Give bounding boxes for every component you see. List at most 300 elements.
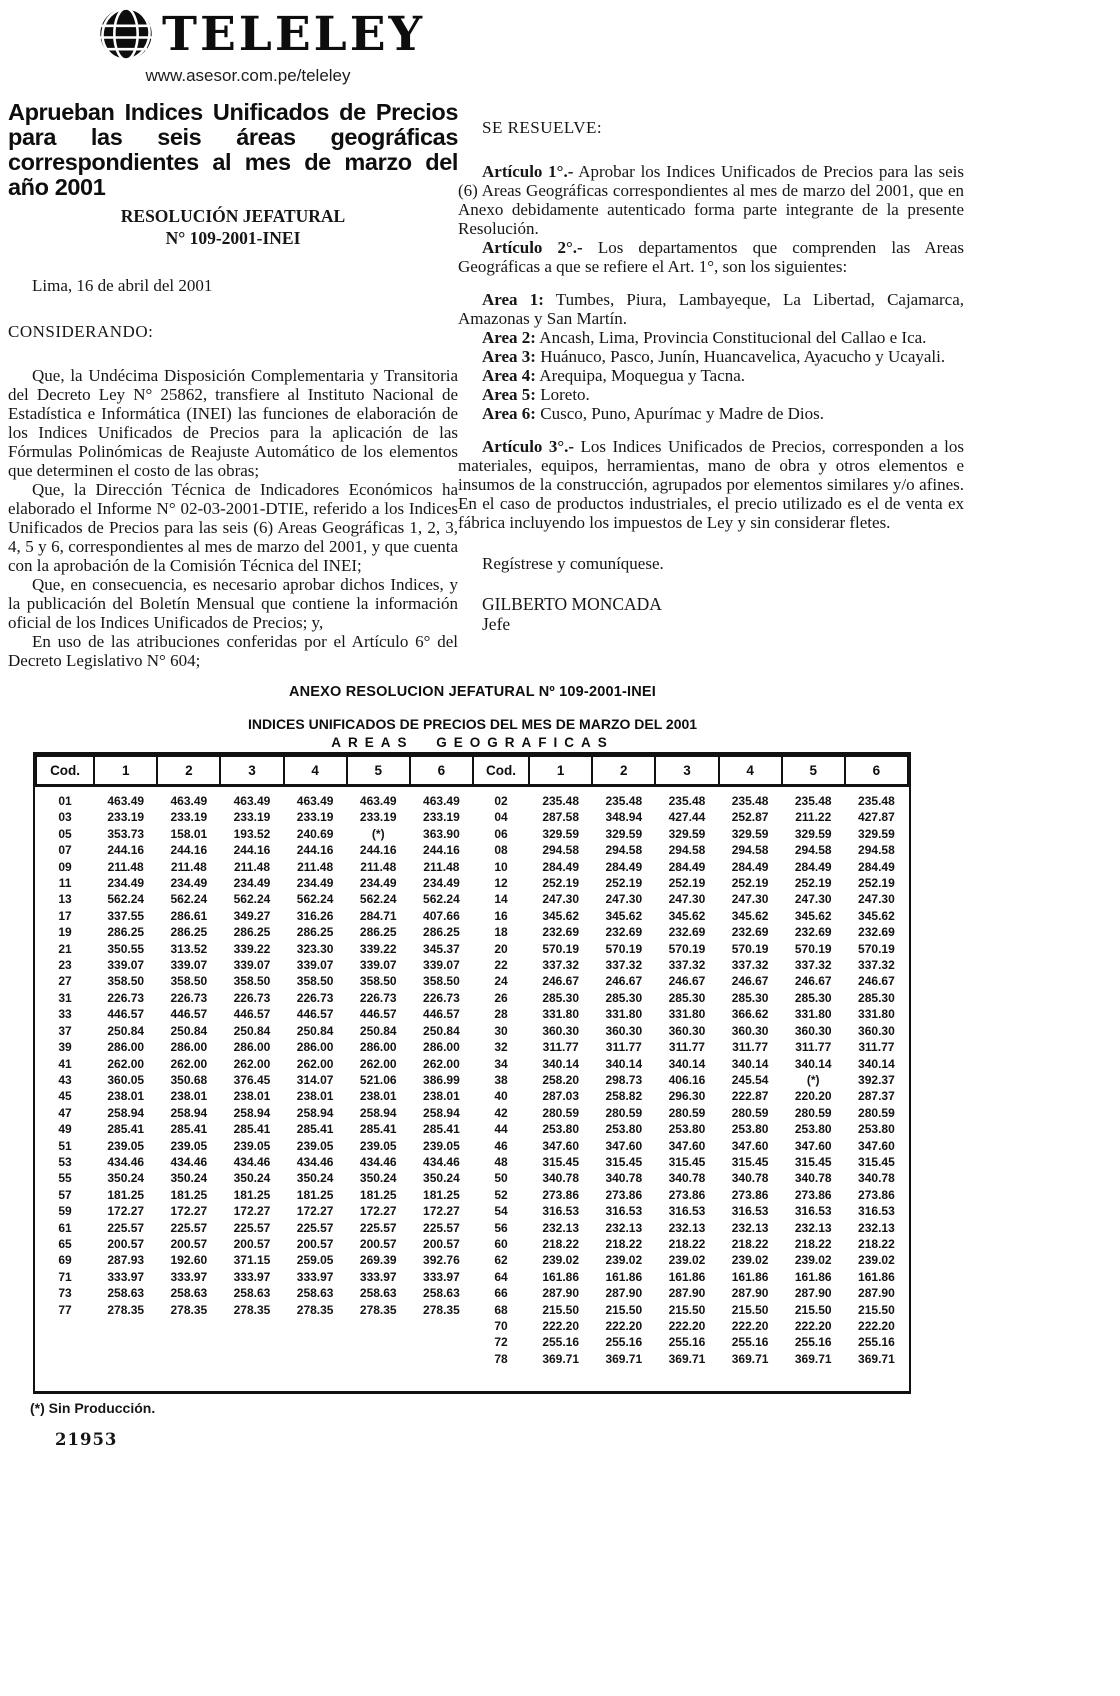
value-cell: 316.26 [296, 908, 334, 923]
considerando-paragraph: En uso de las atribuciones conferidas por el Artículo 6° del Decreto Legislativo N° 604; [8, 631, 458, 670]
value-cell: 392.37 [858, 1072, 895, 1087]
value-cell: 345.62 [605, 908, 643, 923]
value-cell: 358.50 [423, 974, 460, 989]
code-cell: 46 [494, 1138, 508, 1153]
value-cell: 273.86 [668, 1187, 706, 1202]
value-cell: 285.41 [107, 1122, 145, 1137]
area-item-1 [458, 290, 964, 328]
value-cell: 240.69 [296, 826, 334, 841]
table-row [36, 1187, 908, 1203]
value-cell: 225.57 [423, 1220, 460, 1235]
value-cell: 340.78 [542, 1171, 580, 1186]
column-header: 6 [410, 756, 473, 786]
code-cell: 20 [494, 941, 508, 956]
value-cell: 345.62 [542, 908, 580, 923]
table-row [36, 1236, 908, 1252]
table-row [36, 924, 908, 940]
value-cell: 350.68 [170, 1072, 208, 1087]
value-cell: 446.57 [359, 1007, 397, 1022]
code-cell: 37 [58, 1023, 72, 1038]
code-cell: 10 [494, 859, 508, 874]
value-cell: 239.05 [423, 1138, 460, 1153]
table-header-row [36, 756, 908, 786]
table-row [36, 1072, 908, 1088]
value-cell: 232.13 [858, 1220, 895, 1235]
value-cell: 181.25 [296, 1187, 334, 1202]
value-cell: 253.80 [605, 1122, 643, 1137]
value-cell: 258.94 [423, 1105, 460, 1120]
value-cell: 287.90 [858, 1286, 895, 1301]
value-cell: 434.46 [233, 1154, 271, 1169]
value-cell: 340.78 [605, 1171, 643, 1186]
value-cell: 280.59 [605, 1105, 643, 1120]
code-cell: 55 [58, 1171, 72, 1186]
value-cell: 239.05 [359, 1138, 397, 1153]
value-cell: 340.78 [668, 1171, 706, 1186]
value-cell: 233.19 [359, 810, 397, 825]
value-cell: 247.30 [542, 892, 580, 907]
value-cell: 252.19 [668, 876, 706, 891]
value-cell: 329.59 [731, 826, 769, 841]
annex-title: ANEXO RESOLUCION JEFATURAL Nº 109-2001-INEI [288, 684, 657, 700]
value-cell: 235.48 [605, 794, 643, 808]
table-row [36, 1088, 908, 1104]
value-cell: 287.90 [542, 1286, 580, 1301]
value-cell: 181.25 [423, 1187, 460, 1202]
value-cell: 238.01 [107, 1089, 145, 1104]
footnote: (*) Sin Producción. [30, 1400, 156, 1416]
value-cell: 158.01 [170, 826, 208, 841]
value-cell: 222.20 [731, 1319, 769, 1333]
value-cell: 339.07 [170, 958, 208, 973]
value-cell: 313.52 [170, 941, 208, 956]
page-number: 21953 [55, 1430, 118, 1449]
value-cell: 278.35 [296, 1302, 334, 1317]
value-cell: 350.24 [423, 1171, 460, 1186]
value-cell: 446.57 [170, 1007, 208, 1022]
value-cell: 286.00 [170, 1040, 208, 1055]
code-cell [36, 1318, 94, 1334]
value-cell: 225.57 [233, 1220, 271, 1235]
value-cell: 339.07 [359, 958, 397, 973]
table-row [36, 1105, 908, 1121]
value-cell: 284.49 [794, 859, 832, 874]
table-row [36, 1252, 908, 1268]
value-cell: 239.02 [731, 1253, 769, 1268]
value-cell: 286.25 [233, 925, 271, 940]
value-cell: 347.60 [542, 1138, 580, 1153]
value-cell: 570.19 [794, 941, 832, 956]
code-cell: 69 [58, 1253, 72, 1268]
value-cell: 285.41 [296, 1122, 334, 1137]
value-cell: 570.19 [605, 941, 643, 956]
value-cell: 314.07 [296, 1072, 334, 1087]
value-cell: 434.46 [423, 1154, 460, 1169]
value-cell: 562.24 [233, 892, 271, 907]
value-cell: 181.25 [359, 1187, 397, 1202]
signature-block [458, 594, 964, 634]
value-cell: 360.30 [794, 1023, 832, 1038]
value-cell: 172.27 [296, 1204, 334, 1219]
code-cell: 42 [494, 1105, 508, 1120]
value-cell: 463.49 [107, 794, 145, 808]
value-cell: 348.94 [605, 810, 643, 825]
value-cell: 392.76 [423, 1253, 460, 1268]
value-cell: 287.03 [542, 1089, 580, 1104]
table-row [36, 1351, 908, 1367]
value-cell: 376.45 [233, 1072, 271, 1087]
value-cell: 222.20 [605, 1319, 643, 1333]
value-cell [284, 1318, 347, 1334]
value-cell: 337.55 [107, 908, 145, 923]
code-cell: 26 [494, 990, 508, 1005]
value-cell: 369.71 [668, 1351, 706, 1366]
code-cell: 33 [58, 1007, 72, 1022]
value-cell: 211.48 [233, 859, 270, 874]
closing-line: Regístrese y comuníquese. [482, 554, 664, 573]
value-cell: 340.14 [668, 1056, 706, 1071]
value-cell: 258.63 [107, 1286, 145, 1301]
value-cell: 339.07 [233, 958, 271, 973]
value-cell: 340.14 [794, 1056, 832, 1071]
se-resuelve-label: SE RESUELVE: [482, 118, 603, 137]
value-cell [284, 1351, 347, 1367]
value-cell: 211.48 [170, 859, 207, 874]
value-cell: 247.30 [731, 892, 769, 907]
value-cell: 369.71 [858, 1351, 895, 1366]
code-cell: 51 [58, 1138, 72, 1153]
value-cell: 358.50 [170, 974, 208, 989]
area-1-label: Area 1: [482, 290, 544, 309]
value-cell: 340.14 [731, 1056, 769, 1071]
value-cell: 238.01 [170, 1089, 208, 1104]
area-item-6 [458, 404, 964, 423]
value-cell: 284.49 [858, 859, 895, 874]
table-row [36, 1203, 908, 1219]
value-cell: 286.00 [107, 1040, 145, 1055]
value-cell: 294.58 [668, 843, 706, 858]
value-cell: 333.97 [107, 1269, 145, 1284]
code-cell: 39 [58, 1040, 72, 1055]
value-cell [410, 1318, 473, 1334]
value-cell: 225.57 [359, 1220, 397, 1235]
value-cell: 340.14 [858, 1056, 895, 1071]
area-4-text: Arequipa, Moquegua y Tacna. [539, 366, 746, 385]
code-cell: 34 [494, 1056, 508, 1071]
column-header: 4 [284, 756, 347, 786]
value-cell: 253.80 [858, 1122, 895, 1137]
value-cell: 286.61 [170, 908, 208, 923]
value-cell: 360.05 [107, 1072, 145, 1087]
article-1 [458, 162, 964, 238]
value-cell: 294.58 [858, 843, 895, 858]
code-cell: 56 [494, 1220, 508, 1235]
value-cell: 345.62 [668, 908, 706, 923]
table-row [36, 1121, 908, 1137]
area-5-text: Loreto. [540, 385, 590, 404]
value-cell: 345.62 [858, 908, 895, 923]
value-cell: 339.07 [296, 958, 334, 973]
value-cell: 296.30 [668, 1089, 706, 1104]
code-cell: 43 [58, 1072, 72, 1087]
value-cell: 278.35 [423, 1302, 460, 1317]
code-cell: 09 [58, 859, 72, 874]
value-cell [410, 1351, 473, 1367]
code-cell: 04 [494, 810, 508, 825]
value-cell: 235.48 [731, 794, 769, 808]
value-cell: 234.49 [233, 876, 271, 891]
value-cell: 192.60 [170, 1253, 208, 1268]
table-row [36, 1302, 908, 1318]
value-cell: 333.97 [423, 1269, 460, 1284]
value-cell: 339.22 [233, 941, 271, 956]
value-cell: 315.45 [858, 1154, 895, 1169]
value-cell: 200.57 [423, 1236, 460, 1251]
value-cell: 246.67 [731, 974, 769, 989]
value-cell: 333.97 [359, 1269, 397, 1284]
value-cell: 238.01 [296, 1089, 334, 1104]
value-cell: 253.80 [731, 1122, 769, 1137]
value-cell: 311.77 [732, 1040, 769, 1055]
value-cell: 244.16 [233, 843, 271, 858]
value-cell: 218.22 [794, 1236, 832, 1251]
value-cell: 284.49 [668, 859, 706, 874]
code-cell: 18 [494, 925, 508, 940]
column-header: Cod. [473, 756, 529, 786]
area-6-label: Area 6: [482, 404, 536, 423]
table-row [36, 875, 908, 891]
annex-subtitle: INDICES UNIFICADOS DE PRECIOS DEL MES DE MARZO DEL 2001 [247, 716, 698, 732]
code-cell: 31 [58, 990, 72, 1005]
value-cell: 245.54 [731, 1072, 769, 1087]
table-row [36, 957, 908, 973]
value-cell: 311.77 [605, 1040, 642, 1055]
value-cell: 286.25 [359, 925, 397, 940]
value-cell: 286.00 [233, 1040, 271, 1055]
value-cell: 316.53 [858, 1204, 895, 1219]
value-cell: 339.07 [107, 958, 145, 973]
left-column [8, 206, 458, 670]
value-cell: 284.71 [359, 908, 397, 923]
code-cell: 48 [494, 1154, 508, 1169]
value-cell [220, 1334, 283, 1350]
value-cell: 239.02 [542, 1253, 580, 1268]
value-cell: (*) [371, 826, 385, 841]
value-cell: 258.94 [359, 1105, 397, 1120]
value-cell: 434.46 [359, 1154, 397, 1169]
value-cell: 222.20 [794, 1319, 832, 1333]
value-cell: 258.94 [233, 1105, 271, 1120]
value-cell: 255.16 [794, 1335, 832, 1350]
value-cell: 331.80 [668, 1007, 706, 1022]
area-3-text: Huánuco, Pasco, Junín, Huancavelica, Ayacucho y Ucayali. [540, 347, 946, 366]
value-cell: 562.24 [296, 892, 334, 907]
code-cell: 11 [58, 876, 72, 891]
value-cell: 358.50 [359, 974, 397, 989]
value-cell: 252.19 [858, 876, 895, 891]
table-row [36, 826, 908, 842]
value-cell: 234.49 [170, 876, 208, 891]
value-cell: 434.46 [170, 1154, 208, 1169]
value-cell: 258.63 [170, 1286, 208, 1301]
value-cell: 315.45 [542, 1154, 580, 1169]
value-cell [157, 1351, 220, 1367]
value-cell: 239.05 [296, 1138, 334, 1153]
value-cell: 446.57 [423, 1007, 460, 1022]
value-cell: 562.24 [170, 892, 208, 907]
value-cell: 181.25 [107, 1187, 145, 1202]
value-cell: 250.84 [170, 1023, 208, 1038]
code-cell: 12 [494, 876, 508, 891]
value-cell: 311.77 [542, 1040, 579, 1055]
value-cell: 262.00 [423, 1056, 460, 1071]
value-cell: 280.59 [668, 1105, 706, 1120]
value-cell: 287.58 [542, 810, 580, 825]
value-cell: 273.86 [858, 1187, 895, 1202]
value-cell: 521.06 [359, 1072, 397, 1087]
value-cell: 562.24 [359, 892, 397, 907]
value-cell: 200.57 [107, 1236, 145, 1251]
table-row [36, 1285, 908, 1301]
value-cell: 222.20 [542, 1319, 580, 1333]
value-cell: 285.30 [731, 990, 769, 1005]
masthead [98, 6, 428, 86]
value-cell: 323.30 [296, 941, 334, 956]
value-cell: 258.63 [296, 1286, 334, 1301]
value-cell: 234.49 [359, 876, 397, 891]
value-cell: 232.69 [858, 925, 895, 940]
value-cell: 234.49 [423, 876, 460, 891]
value-cell: 273.86 [605, 1187, 643, 1202]
value-cell: 247.30 [794, 892, 832, 907]
value-cell: 250.84 [359, 1023, 397, 1038]
value-cell: 215.50 [731, 1302, 769, 1317]
value-cell: 280.59 [542, 1105, 580, 1120]
value-cell: 333.97 [296, 1269, 334, 1284]
code-cell: 05 [58, 826, 72, 841]
annex-header [0, 684, 945, 750]
value-cell: 350.55 [107, 941, 145, 956]
value-cell: 200.57 [170, 1236, 208, 1251]
value-cell: 235.48 [542, 794, 580, 808]
value-cell: 570.19 [668, 941, 706, 956]
value-cell: 446.57 [233, 1007, 271, 1022]
value-cell: 347.60 [668, 1138, 706, 1153]
value-cell [157, 1318, 220, 1334]
value-cell: 262.00 [359, 1056, 397, 1071]
value-cell: 287.93 [107, 1253, 145, 1268]
value-cell: 406.16 [668, 1072, 706, 1087]
value-cell: 200.57 [233, 1236, 271, 1251]
value-cell: 570.19 [731, 941, 769, 956]
code-cell: 13 [58, 892, 72, 907]
value-cell: 273.86 [731, 1187, 769, 1202]
value-cell: 258.94 [107, 1105, 145, 1120]
code-cell: 50 [494, 1171, 508, 1186]
code-cell: 66 [494, 1286, 508, 1301]
value-cell: 255.16 [731, 1335, 769, 1350]
area-item-2 [458, 328, 964, 347]
value-cell: 255.16 [858, 1335, 895, 1350]
index-table-frame [33, 752, 911, 1394]
value-cell: 347.60 [794, 1138, 832, 1153]
code-cell: 52 [494, 1187, 508, 1202]
value-cell: 287.90 [794, 1286, 832, 1301]
value-cell: 239.02 [668, 1253, 706, 1268]
value-cell: 161.86 [605, 1269, 643, 1284]
area-3-label: Area 3: [482, 347, 536, 366]
value-cell: 238.01 [423, 1089, 460, 1104]
code-cell: 16 [494, 908, 508, 923]
code-cell: 61 [58, 1220, 72, 1235]
value-cell: 253.80 [542, 1122, 580, 1137]
value-cell: 570.19 [542, 941, 580, 956]
value-cell: 329.59 [858, 826, 895, 841]
value-cell: 311.77 [795, 1040, 832, 1055]
areas-list [458, 290, 964, 423]
value-cell [157, 1334, 220, 1350]
code-cell: 22 [494, 958, 508, 973]
code-cell: 38 [494, 1072, 508, 1087]
table-row [36, 1334, 908, 1350]
value-cell: 172.27 [170, 1204, 208, 1219]
value-cell: 315.45 [668, 1154, 706, 1169]
value-cell: 218.22 [858, 1236, 895, 1251]
value-cell: 235.48 [858, 794, 895, 808]
value-cell: 369.71 [605, 1351, 643, 1366]
value-cell: 434.46 [296, 1154, 334, 1169]
area-4-label: Area 4: [482, 366, 536, 385]
column-header: 2 [157, 756, 220, 786]
value-cell: 247.30 [605, 892, 643, 907]
value-cell: 232.69 [668, 925, 706, 940]
value-cell: 161.86 [794, 1269, 832, 1284]
article-3-text: Los Indices Unificados de Precios, corresponden a los materiales, equipos, herramientas, mano de obra y otros elementos e insumos de la construcción, agrupados por elementos similares y/o afines. En el caso de productos industriales, el precio utilizado es el de venta ex fábrica incluyendo los impuestos de Ley y sin considerar fletes. [458, 437, 965, 532]
value-cell: 246.67 [605, 974, 643, 989]
value-cell [347, 1318, 410, 1334]
column-header: 1 [529, 756, 592, 786]
value-cell: 215.50 [605, 1302, 643, 1317]
area-item-4 [458, 366, 964, 385]
value-cell: 258.94 [296, 1105, 334, 1120]
value-cell [94, 1318, 157, 1334]
value-cell: 252.19 [542, 876, 580, 891]
value-cell: 233.19 [296, 810, 334, 825]
area-item-3 [458, 347, 964, 366]
value-cell: 285.41 [423, 1122, 460, 1137]
value-cell: 225.57 [296, 1220, 334, 1235]
value-cell: 239.02 [858, 1253, 895, 1268]
code-cell: 77 [58, 1302, 72, 1317]
table-row [36, 990, 908, 1006]
value-cell: 345.62 [731, 908, 769, 923]
column-header: Cod. [36, 756, 94, 786]
value-cell [94, 1351, 157, 1367]
table-row [36, 973, 908, 989]
value-cell: 285.30 [858, 990, 895, 1005]
value-cell: 360.30 [731, 1023, 769, 1038]
area-6-text: Cusco, Puno, Apurímac y Madre de Dios. [540, 404, 825, 423]
value-cell: 172.27 [423, 1204, 460, 1219]
value-cell: 333.97 [233, 1269, 271, 1284]
code-cell: 27 [58, 974, 72, 989]
value-cell: 172.27 [359, 1204, 397, 1219]
value-cell: 337.32 [858, 958, 895, 973]
table-row [36, 1006, 908, 1022]
value-cell: 360.30 [542, 1023, 580, 1038]
code-cell: 68 [494, 1302, 508, 1317]
article-2-label: Artículo 2°.- [482, 238, 583, 257]
